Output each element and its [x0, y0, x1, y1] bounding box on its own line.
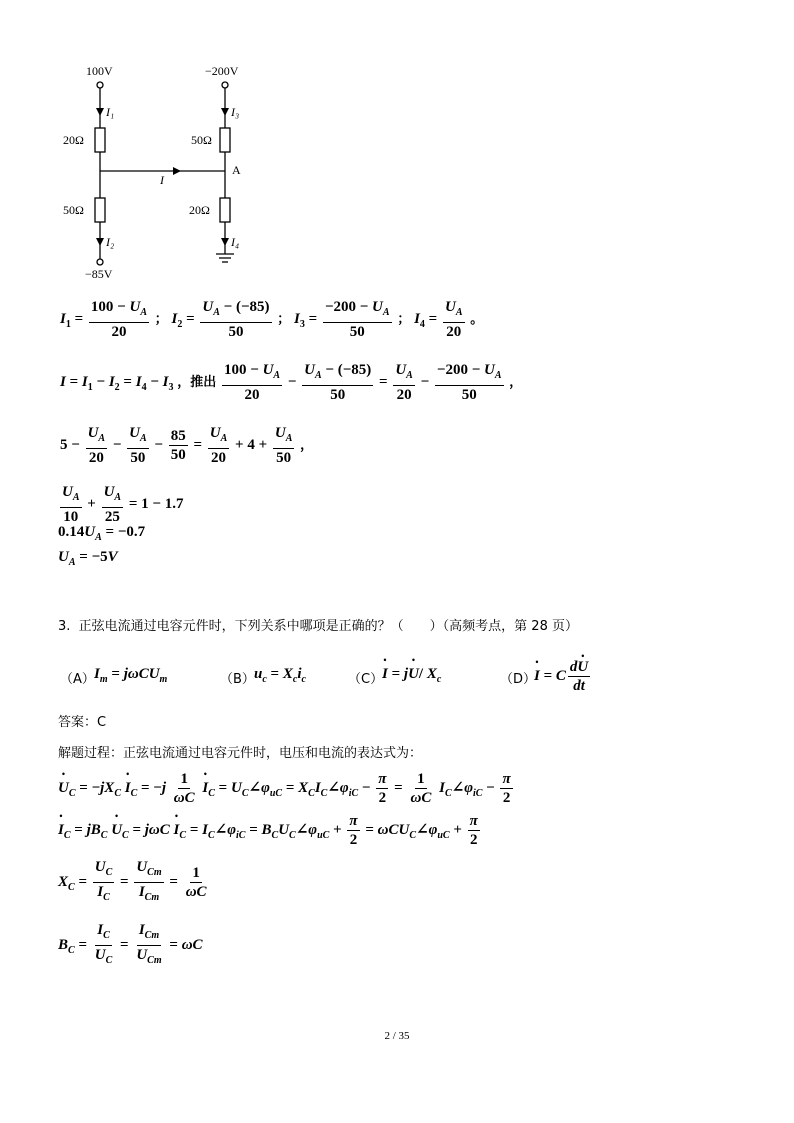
- option-a-formula: $I_m = j\omega CU_m$: [94, 666, 168, 685]
- equation-coefficient: $0.14U_A = -0.7$: [58, 524, 146, 543]
- equation-reactance: $X_C$ = $\frac{U_C}{I_C}$ = $\frac{U_{Cm}}{I_{Cm}}$ = $\frac{1}{\omega C}$: [58, 859, 207, 903]
- current-i2-label: I₂: [106, 235, 115, 249]
- equation-susceptance: $B_C$ = $\frac{I_C}{U_C}$ = $\frac{I_{Cm}}{U_{Cm}}$ = ωC: [58, 922, 203, 966]
- equation-simplified: $\frac{U_A}{10}$ + $\frac{U_A}{25}$ = 1 − 1.7: [62, 484, 184, 525]
- equation-voltage-phasor: • $U_C = -jX_C$ • $I_C = -j$ $\frac{1}{\omega C}$ • $I_C$ = $U_C\angle\varphi_{uC}$ = $X_CI_C\angle\varphi_{iC}$ − $\frac{\pi}{2}$ = $\frac{1}{\omega C}$ $I_C\angle\varphi_{iC}$ − $\frac{\pi}{2}$: [58, 770, 515, 807]
- question-3: [58, 615, 578, 634]
- current-i4-label: I₄: [231, 235, 240, 249]
- option-b-label: （B）: [220, 672, 255, 687]
- question-stem: 正弦电流通过电容元件时，下列关系中哪项是正确的？（ ）（高频考点，第 28 页）: [78, 619, 578, 634]
- voltage-bottom-label: −85V: [85, 267, 113, 281]
- resistor-top-right-label: 50Ω: [191, 133, 212, 147]
- option-d-formula: • I = C $\frac{d• U}{dt}$: [534, 658, 592, 695]
- answer-line: 答案：C: [58, 715, 107, 730]
- page-number: 2 / 35: [384, 1030, 410, 1042]
- equation-kcl: $I = I_1 - I_2 = I_4 - I_3$ ，推出 $\frac{100 - U_A}{20}$ − $\frac{U_A - (-85)}{50}$ = $\frac{U_A}{20}$ − $\frac{-200 - U_A}{50}$ ，: [60, 362, 523, 403]
- voltage-right-label: −200V: [205, 64, 239, 78]
- equation-result: $U_A = -5V$: [58, 549, 118, 568]
- option-c-label: （C）: [348, 672, 384, 687]
- solution-process: 解题过程：正弦电流通过电容元件时，电压和电流的表达式为：: [58, 746, 423, 761]
- option-a-label: （A）: [60, 672, 95, 687]
- current-i3-label: I₃: [231, 105, 240, 119]
- option-d-label: （D）: [500, 672, 537, 687]
- current-i1-label: I₁: [106, 105, 115, 119]
- current-i-label: I: [160, 173, 164, 187]
- circuit-diagram: [55, 58, 265, 283]
- equation-currents: $I_1$ = $\frac{100 - U_A}{20}$ ； $I_2$ = $\frac{U_A - (-85)}{50}$ ； $I_3$ = $\frac{-200 - U_A}{50}$ ； $I_4$ = $\frac{U_A}{20}$ 。: [60, 299, 484, 340]
- voltage-left-label: 100V: [86, 64, 113, 78]
- resistor-top-left-label: 20Ω: [63, 133, 84, 147]
- resistor-bottom-left-label: 50Ω: [63, 203, 84, 217]
- resistor-bottom-right-label: 20Ω: [189, 203, 210, 217]
- question-options: [60, 658, 620, 698]
- question-number: 3.: [58, 619, 71, 634]
- equation-current-phasor: • $I_C = jB_C$ • $U_C = j\omega C$ • $I_C$ = $I_C\angle\varphi_{iC}$ = $B_CU_C\angle\varphi_{uC}$ + $\frac{\pi}{2}$ = $\omega CU_C\angle\varphi_{uC}$ + $\frac{\pi}{2}$: [58, 812, 482, 849]
- equation-expanded: 5 − $\frac{U_A}{20}$ − $\frac{U_A}{50}$ − $\frac{85}{50}$ = $\frac{U_A}{20}$ + 4 + $\frac{U_A}{50}$ ，: [60, 425, 314, 466]
- option-b-formula: $u_c = X_ci_c$: [254, 666, 306, 685]
- option-c-formula: • I = j• U/ $X_c$: [382, 666, 441, 685]
- node-a-label: A: [232, 163, 241, 177]
